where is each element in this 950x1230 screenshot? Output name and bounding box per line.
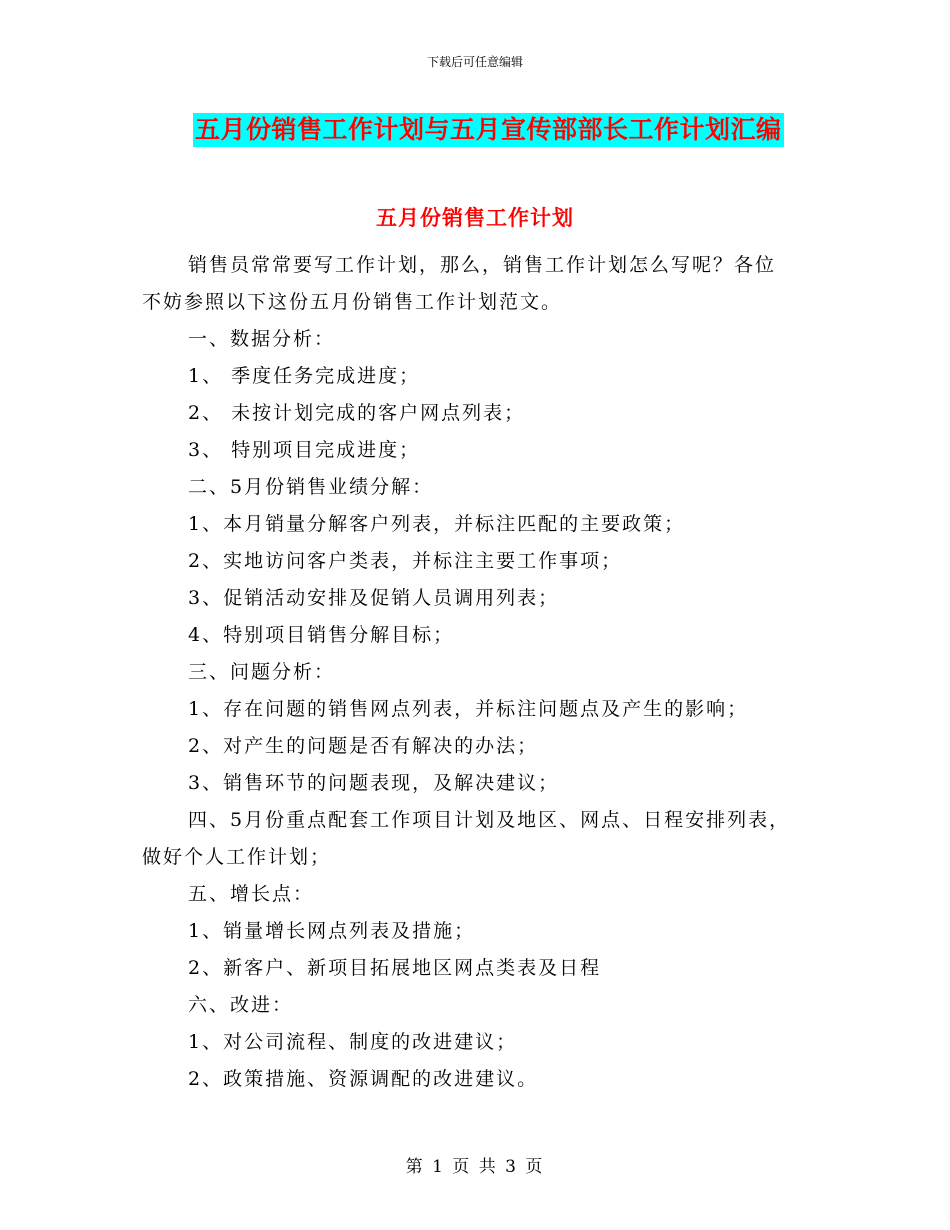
document-title: 五月份销售工作计划与五月宣传部部长工作计划汇编 (193, 113, 784, 147)
paragraph: 销售员常常要写工作计划，那么，销售工作计划怎么写呢？各位 (188, 254, 777, 276)
list-item: 1、对公司流程、制度的改进建议； (188, 1031, 518, 1053)
section-heading: 一、数据分析： (188, 328, 336, 350)
list-item: 2、实地访问客户类表，并标注主要工作事项； (188, 550, 623, 572)
list-item: 3、促销活动安排及促销人员调用列表； (188, 587, 560, 609)
section-heading: 二、5月份销售业绩分解： (188, 476, 434, 498)
main-title-wrap (193, 113, 784, 147)
list-item: 3、 特别项目完成进度； (188, 439, 421, 461)
section-heading: 五、增长点： (188, 883, 315, 905)
paragraph-continuation: 做好个人工作计划； (142, 846, 332, 868)
section-title: 五月份销售工作计划 (376, 205, 574, 230)
page-number-footer: 第 1 页 共 3 页 (405, 1157, 545, 1177)
list-item: 2、新客户、新项目拓展地区网点类表及日程 (188, 957, 602, 979)
list-item: 1、存在问题的销售网点列表，并标注问题点及产生的影响； (188, 698, 749, 720)
section-heading: 三、问题分析： (188, 661, 336, 683)
list-item: 3、销售环节的问题表现，及解决建议； (188, 772, 560, 794)
section-heading: 六、改进： (188, 994, 294, 1016)
list-item: 1、销量增长网点列表及措施； (188, 920, 476, 942)
list-item: 2、对产生的问题是否有解决的办法； (188, 735, 539, 757)
paragraph: 不妨参照以下这份五月份销售工作计划范文。 (142, 291, 563, 313)
document-body (142, 247, 812, 1098)
section-heading: 四、5月份重点配套工作项目计划及地区、网点、日程安排列表， (188, 809, 791, 831)
list-item: 1、本月销量分解客户列表，并标注匹配的主要政策； (188, 513, 686, 535)
header-note: 下载后可任意编辑 (426, 55, 523, 69)
list-item: 2、 未按计划完成的客户网点列表； (188, 402, 526, 424)
list-item: 1、 季度任务完成进度； (188, 365, 421, 387)
list-item: 2、政策措施、资源调配的改进建议。 (188, 1068, 539, 1090)
list-item: 4、特别项目销售分解目标； (188, 624, 455, 646)
